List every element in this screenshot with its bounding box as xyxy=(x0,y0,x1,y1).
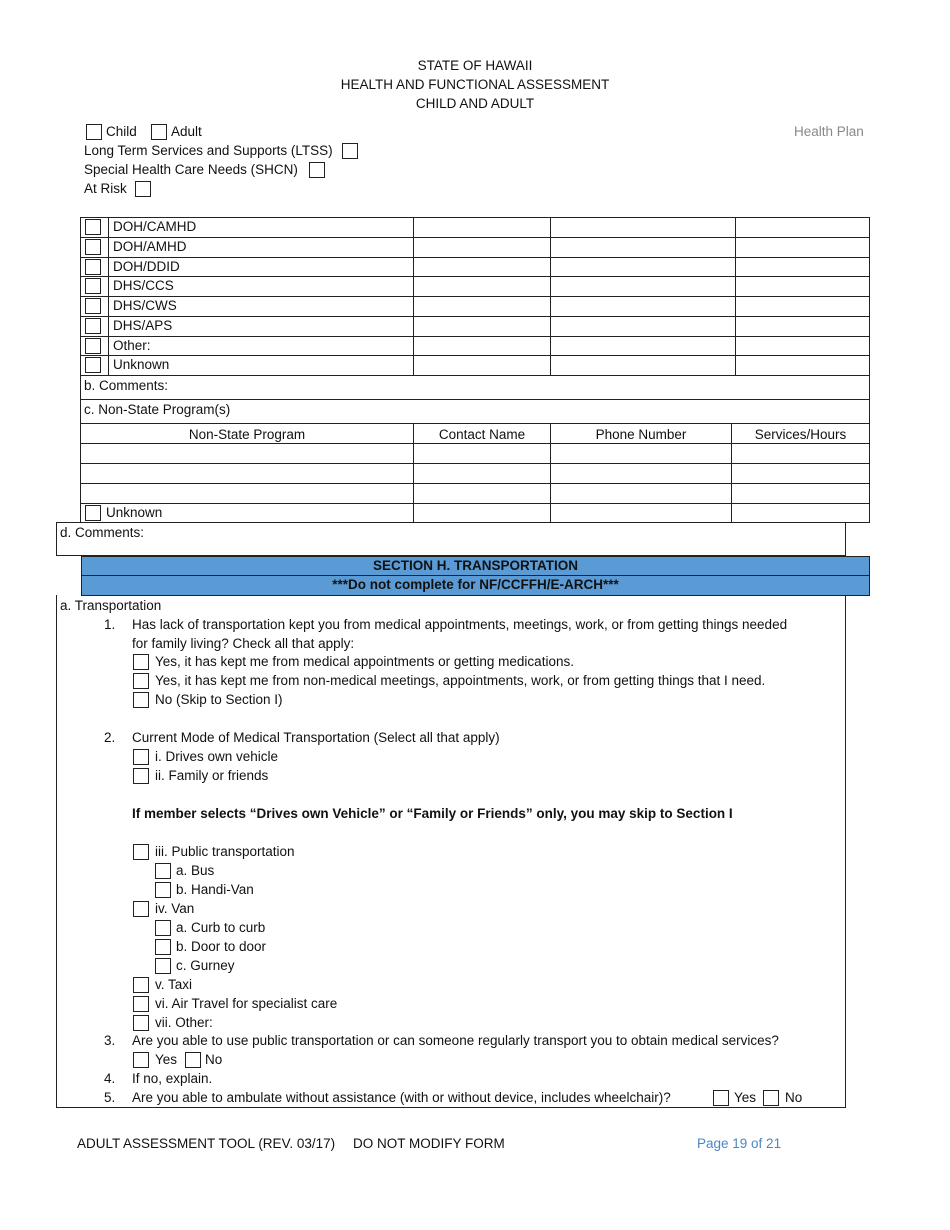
curb-to-curb-checkbox[interactable] xyxy=(155,920,171,936)
gurney-checkbox[interactable] xyxy=(155,958,171,974)
q2-number: 2. xyxy=(104,730,116,745)
state-program-label: DOH/AMHD xyxy=(113,239,187,254)
header-line1: STATE OF HAWAII xyxy=(417,58,533,73)
q3-number: 3. xyxy=(104,1033,116,1048)
air-travel-label: vi. Air Travel for specialist care xyxy=(155,996,338,1011)
section-h-title: SECTION H. TRANSPORTATION xyxy=(81,556,870,576)
header-line3: CHILD AND ADULT xyxy=(415,96,535,111)
van-checkbox[interactable] xyxy=(133,901,149,917)
q1-text-line1: Has lack of transportation kept you from medical appointments, meetings, work, or from getting things needed xyxy=(132,617,788,632)
q3-no-label: No xyxy=(205,1052,223,1067)
family-friends-label: ii. Family or friends xyxy=(155,768,269,783)
q1-opt3-checkbox[interactable] xyxy=(133,692,149,708)
bus-label: a. Bus xyxy=(176,863,215,878)
child-label: Child xyxy=(106,124,137,139)
state-program-label: DOH/CAMHD xyxy=(113,219,197,234)
q5-no-label: No xyxy=(785,1090,803,1105)
section-h-note: ***Do not complete for NF/CCFFH/E-ARCH*** xyxy=(81,575,870,596)
other-checkbox[interactable] xyxy=(85,338,101,354)
state-program-label: DOH/DDID xyxy=(113,259,180,274)
state-program-label: DHS/CWS xyxy=(113,298,177,313)
header-line2: HEALTH AND FUNCTIONAL ASSESSMENT xyxy=(340,77,610,92)
taxi-checkbox[interactable] xyxy=(133,977,149,993)
ddid-checkbox[interactable] xyxy=(85,259,101,275)
shcn-checkbox[interactable] xyxy=(309,162,325,178)
shcn-label: Special Health Care Needs (SHCN) xyxy=(84,162,298,177)
state-program-label: Unknown xyxy=(113,357,170,372)
q5-text: Are you able to ambulate without assistance (with or without device, includes wheelchair)? xyxy=(132,1090,671,1105)
bus-checkbox[interactable] xyxy=(155,863,171,879)
q5-yes-label: Yes xyxy=(734,1090,757,1105)
drives-own-vehicle-checkbox[interactable] xyxy=(133,749,149,765)
q2-skip-note: If member selects “Drives own Vehicle” or “Family or Friends” only, you may skip to Section I xyxy=(132,806,733,821)
footer-page-number: Page 19 of 21 xyxy=(697,1136,782,1151)
drives-own-vehicle-label: i. Drives own vehicle xyxy=(155,749,279,764)
family-friends-checkbox[interactable] xyxy=(133,768,149,784)
footer-tool: ADULT ASSESSMENT TOOL (REV. 03/17) xyxy=(77,1136,336,1151)
q3-text: Are you able to use public transportation or can someone regularly transport you to obtain medical services? xyxy=(132,1033,779,1048)
q5-yes-checkbox[interactable] xyxy=(713,1090,729,1106)
q5-number: 5. xyxy=(104,1090,116,1105)
child-checkbox[interactable] xyxy=(86,124,102,140)
q4-text: If no, explain. xyxy=(132,1071,213,1086)
q3-no-checkbox[interactable] xyxy=(185,1052,201,1068)
other-mode-label: vii. Other: xyxy=(155,1015,213,1030)
air-travel-checkbox[interactable] xyxy=(133,996,149,1012)
at-risk-label: At Risk xyxy=(84,181,127,196)
other-mode-checkbox[interactable] xyxy=(133,1015,149,1031)
column-header-program: Non-State Program xyxy=(188,427,306,442)
at-risk-checkbox[interactable] xyxy=(135,181,151,197)
q1-number: 1. xyxy=(104,617,116,632)
adult-label: Adult xyxy=(171,124,202,139)
cws-checkbox[interactable] xyxy=(85,298,101,314)
public-transportation-label: iii. Public transportation xyxy=(155,844,295,859)
aps-checkbox[interactable] xyxy=(85,318,101,334)
van-label: iv. Van xyxy=(155,901,195,916)
state-program-label: DHS/APS xyxy=(113,318,173,333)
column-header-services: Services/Hours xyxy=(754,427,847,442)
camhd-checkbox[interactable] xyxy=(85,219,101,235)
non-state-unknown-checkbox[interactable] xyxy=(85,505,101,521)
ltss-label: Long Term Services and Supports (LTSS) xyxy=(84,143,333,158)
health-plan-label: Health Plan xyxy=(794,124,864,139)
transportation-label: a. Transportation xyxy=(60,598,162,613)
q1-text-line2: for family living? Check all that apply: xyxy=(132,636,355,651)
footer-notice: DO NOT MODIFY FORM xyxy=(353,1136,505,1151)
column-header-contact: Contact Name xyxy=(438,427,526,442)
q4-number: 4. xyxy=(104,1071,116,1086)
q1-opt2-checkbox[interactable] xyxy=(133,673,149,689)
q3-yes-checkbox[interactable] xyxy=(133,1052,149,1068)
adult-checkbox[interactable] xyxy=(151,124,167,140)
non-state-title: c. Non-State Program(s) xyxy=(84,402,231,417)
q3-yes-label: Yes xyxy=(155,1052,178,1067)
q5-no-checkbox[interactable] xyxy=(763,1090,779,1106)
unknown-checkbox[interactable] xyxy=(85,357,101,373)
handi-van-label: b. Handi-Van xyxy=(176,882,254,897)
ccs-checkbox[interactable] xyxy=(85,278,101,294)
public-transportation-checkbox[interactable] xyxy=(133,844,149,860)
q1-opt1-checkbox[interactable] xyxy=(133,654,149,670)
non-state-unknown-label: Unknown xyxy=(106,505,163,520)
comments-d-label: d. Comments: xyxy=(60,525,145,540)
taxi-label: v. Taxi xyxy=(155,977,193,992)
q2-text: Current Mode of Medical Transportation (Select all that apply) xyxy=(132,730,500,745)
state-program-label: Other: xyxy=(113,338,151,353)
curb-to-curb-label: a. Curb to curb xyxy=(176,920,266,935)
door-to-door-checkbox[interactable] xyxy=(155,939,171,955)
comments-d-box[interactable] xyxy=(56,522,846,556)
door-to-door-label: b. Door to door xyxy=(176,939,267,954)
q1-opt3-label: No (Skip to Section I) xyxy=(155,692,283,707)
gurney-label: c. Gurney xyxy=(176,958,235,973)
column-header-phone: Phone Number xyxy=(595,427,687,442)
state-program-label: DHS/CCS xyxy=(113,278,174,293)
amhd-checkbox[interactable] xyxy=(85,239,101,255)
comments-b-label: b. Comments: xyxy=(84,378,169,393)
q1-opt1-label: Yes, it has kept me from medical appointments or getting medications. xyxy=(155,654,574,669)
q1-opt2-label: Yes, it has kept me from non-medical meetings, appointments, work, or from getting things that I need. xyxy=(155,673,766,688)
handi-van-checkbox[interactable] xyxy=(155,882,171,898)
ltss-checkbox[interactable] xyxy=(342,143,358,159)
